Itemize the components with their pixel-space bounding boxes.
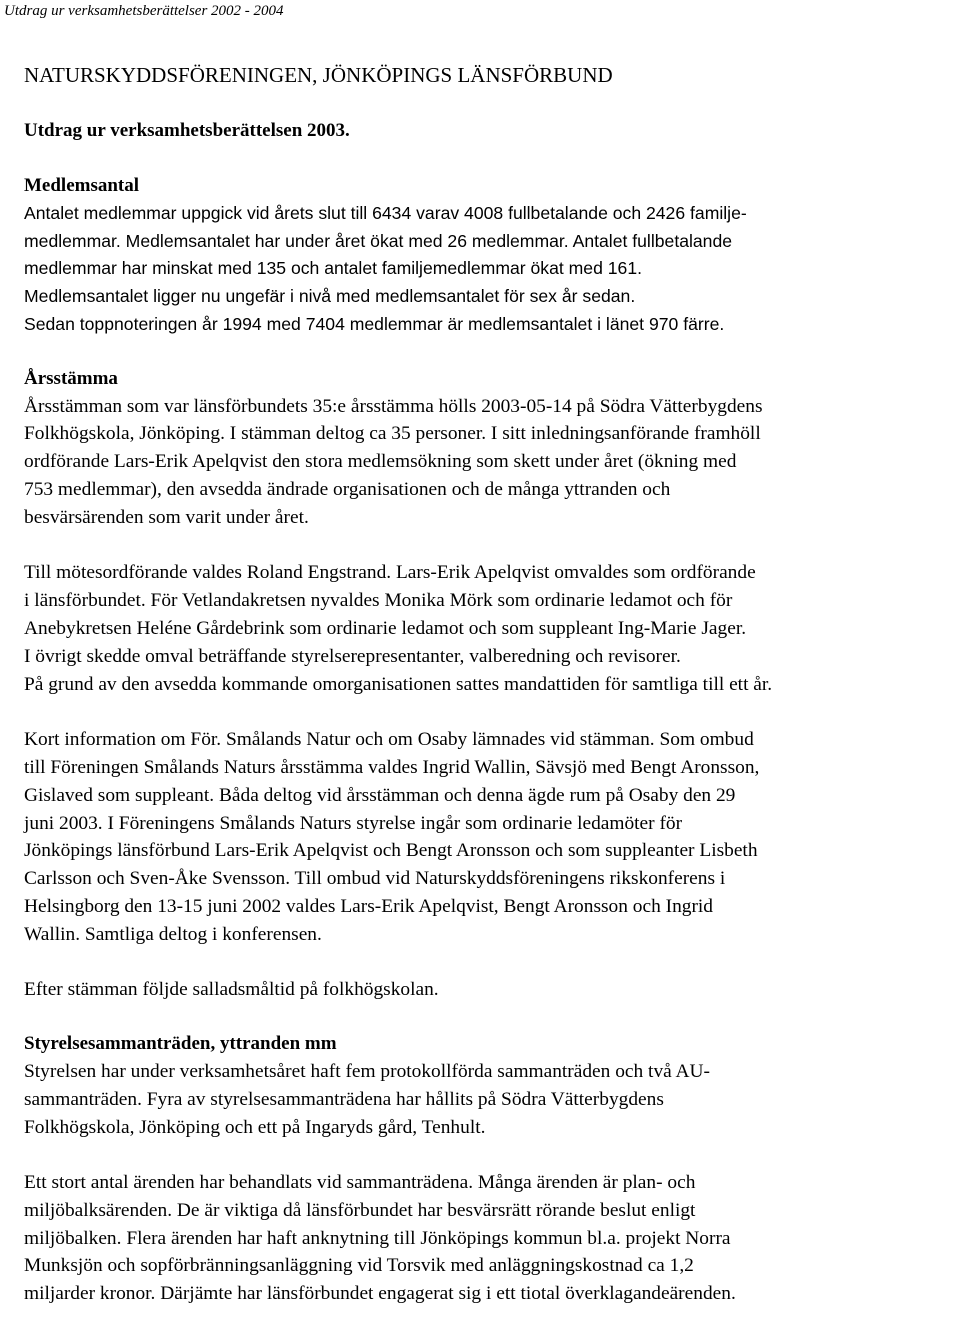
text-line: i länsförbundet. För Vetlandakretsen nyvaldes Monika Mörk som ordinarie ledamot och för: [24, 590, 733, 612]
text-line: Ett stort antal ärenden har behandlats vid sammanträdena. Många ärenden är plan- och: [24, 1172, 696, 1194]
paragraph-arsstamma-4: [24, 976, 956, 1004]
text-line: Styrelsen har under verksamhetsåret haft fem protokollförda sammanträden och två AU-: [24, 1060, 710, 1082]
text-line: sammanträden. Fyra av styrelsesammanträdena har hållits på Södra Vätterbygdens: [24, 1088, 664, 1110]
text-line: Folkhögskola, Jönköping. I stämman deltog ca 35 personer. I sitt inledningsanförande framhöll: [24, 423, 761, 445]
document-subtitle: Utdrag ur verksamhetsberättelsen 2003.: [24, 120, 350, 141]
text-line: Efter stämman följde salladsmåltid på folkhögskolan.: [24, 979, 439, 1001]
text-line: Gislaved som suppleant. Båda deltog vid årsstämman och denna ägde rum på Osaby den 29: [24, 784, 736, 806]
text-line: Carlsson och Sven-Åke Svensson. Till ombud vid Naturskyddsföreningens rikskonferens i: [24, 868, 726, 890]
text-line: miljöbalksärenden. De är viktiga då länsförbundet har besvärsrätt rörande beslut enligt: [24, 1199, 696, 1221]
text-line: Anebykretsen Heléne Gårdebrink som ordinarie ledamot och som suppleant Ing-Marie Jager.: [24, 617, 747, 639]
text-line: Sedan toppnoteringen år 1994 med 7404 medlemmar är medlemsantalet i länet 970 färre.: [24, 313, 725, 334]
section-styrelsesammantraden: [24, 1030, 956, 1308]
text-line: På grund av den avsedda kommande omorganisationen sattes mandattiden för samtliga till ett år.: [24, 673, 773, 695]
section-medlemsantal: [24, 172, 956, 339]
section-heading-arsstamma: Årsstämma: [24, 367, 118, 389]
paragraph-styrelse-2: [24, 1169, 956, 1308]
text-line: miljarder kronor. Därjämte har länsförbundet engagerat sig i ett tiotal överklagandeärenden.: [24, 1283, 736, 1305]
paragraph-styrelse-1: [24, 1058, 956, 1141]
text-line: Årsstämman som var länsförbundets 35:e årsstämma hölls 2003-05-14 på Södra Vätterbygdens: [24, 395, 763, 417]
text-line: Jönköpings länsförbund Lars-Erik Apelqvist och Bengt Aronsson och som suppleanter Lisbeth: [24, 840, 758, 862]
paragraph-spacer: [24, 949, 956, 977]
text-line: medlemmar har minskat med 135 och antalet familjemedlemmar ökat med 161.: [24, 258, 643, 279]
text-line: Wallin. Samtliga deltog i konferensen.: [24, 923, 322, 945]
text-line: I övrigt skedde omval beträffande styrelserepresentanter, valberedning och revisorer.: [24, 645, 681, 667]
organization-title: NATURSKYDDSFÖRENINGEN, JÖNKÖPINGS LÄNSFÖRBUND: [24, 63, 613, 87]
paragraph-spacer: [24, 1141, 956, 1169]
paragraph-arsstamma-3: [24, 726, 956, 948]
document-body: [24, 62, 956, 1308]
text-line: 753 medlemmar), den avsedda ändrade organisationen och de många yttranden och: [24, 478, 671, 500]
paragraph-spacer: [24, 532, 956, 560]
paragraph-spacer: [24, 698, 956, 726]
running-header: Utdrag ur verksamhetsberättelser 2002 - 2004: [4, 3, 284, 19]
paragraph-medlemsantal: [24, 200, 956, 339]
text-line: medlemmar. Medlemsantalet har under året ökat med 26 medlemmar. Antalet fullbetalande: [24, 230, 733, 251]
text-line: till Föreningen Smålands Naturs årsstämma valdes Ingrid Wallin, Sävsjö med Bengt Aronsson,: [24, 756, 760, 778]
text-line: ordförande Lars-Erik Apelqvist den stora medlemsökning som skett under året (ökning med: [24, 451, 737, 473]
text-line: Munksjön och sopförbränningsanläggning vid Torsvik med anläggningskostnad ca 1,2: [24, 1255, 694, 1277]
section-arsstamma: [24, 365, 956, 1004]
text-line: Helsingborg den 13-15 juni 2002 valdes Lars-Erik Apelqvist, Bengt Aronsson och Ingrid: [24, 895, 714, 917]
text-line: juni 2003. I Föreningens Smålands Naturs styrelse ingår som ordinarie ledamöter för: [24, 812, 683, 834]
section-heading-styrelsesammantraden: Styrelsesammanträden, yttranden mm: [24, 1033, 337, 1055]
text-line: Folkhögskola, Jönköping och ett på Ingaryds gård, Tenhult.: [24, 1116, 486, 1138]
section-heading-medlemsantal: Medlemsantal: [24, 175, 140, 196]
text-line: miljöbalken. Flera ärenden har haft anknytning till Jönköpings kommun bl.a. projekt Norra: [24, 1227, 731, 1249]
text-line: Antalet medlemmar uppgick vid årets slut till 6434 varav 4008 fullbetalande och 2426 familje-: [24, 202, 747, 223]
text-line: Kort information om För. Smålands Natur och om Osaby lämnades vid stämman. Som ombud: [24, 729, 754, 751]
text-line: besvärsärenden som varit under året.: [24, 506, 309, 528]
paragraph-arsstamma-2: [24, 559, 956, 698]
paragraph-arsstamma-1: [24, 393, 956, 532]
text-line: Till mötesordförande valdes Roland Engstrand. Lars-Erik Apelqvist omvaldes som ordförande: [24, 562, 756, 584]
text-line: Medlemsantalet ligger nu ungefär i nivå med medlemsantalet för sex år sedan.: [24, 286, 636, 307]
